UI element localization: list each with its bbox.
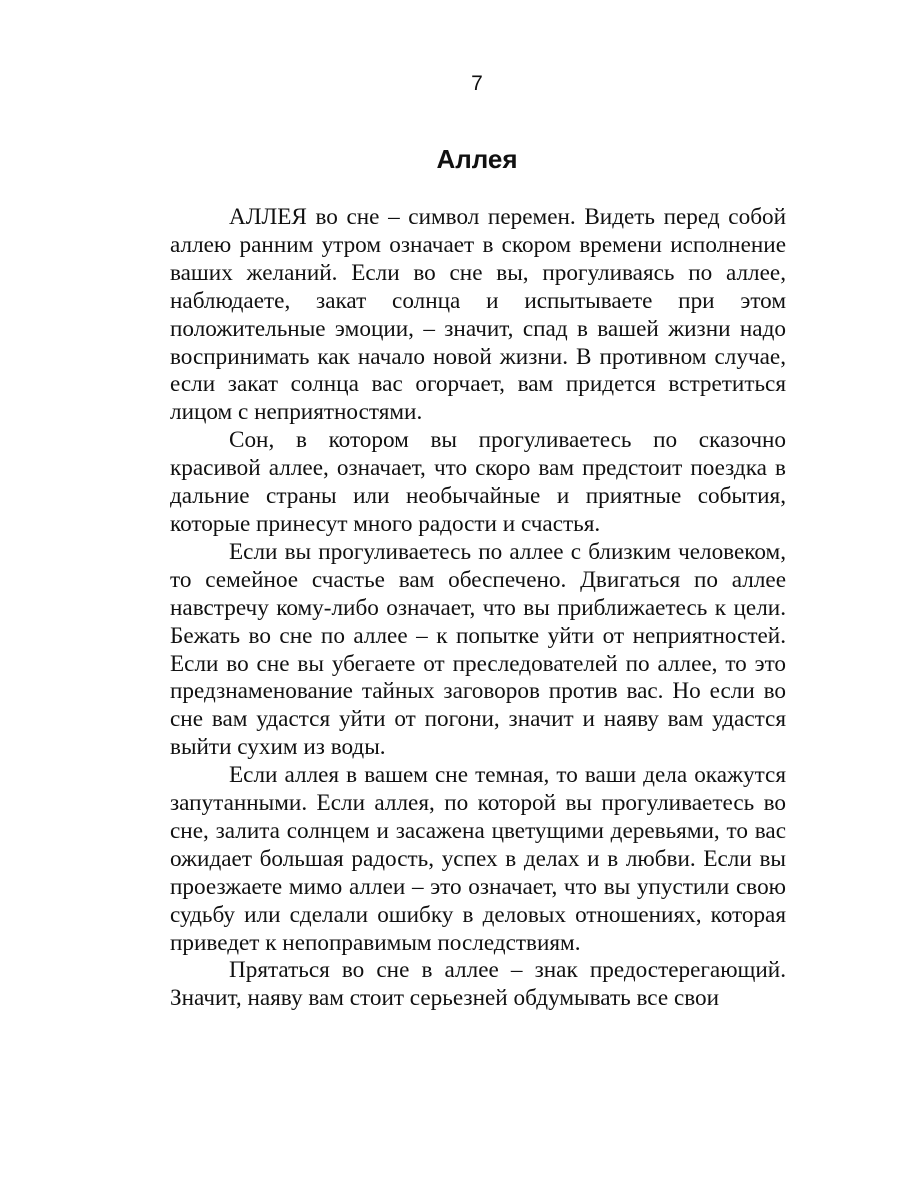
paragraph: Если аллея в вашем сне темная, то ваши дела окажутся запутанными. Если аллея, по которой вы прогуливаетесь во сне, залита солнцем и засажена цветущими деревьями, то вас ожидает большая радость, успех в делах и в любви. Если вы проезжаете мимо аллеи – это означает, что вы упустили свою судьбу или сделали ошибку в деловых отношениях, которая приведет к непоправимым последствиям.	[170, 762, 786, 956]
paragraph: Сон, в котором вы прогуливаетесь по сказочно красивой аллее, означает, что скоро вам предстоит поездка в дальние страны или необычайные и приятные события, которые принесут много радости и счастья.	[170, 427, 786, 537]
paragraph: Прятаться во сне в аллее – знак предостерегающий. Значит, наяву вам стоит серьезней обдумывать все свои	[170, 957, 786, 1012]
paragraph: АЛЛЕЯ во сне – символ перемен. Видеть перед собой аллею ранним утром означает в скором времени исполнение ваших желаний. Если во сне вы, прогуливаясь по аллее, наблюдаете, закат солнца и испытываете при этом положительные эмоции, – значит, спад в вашей жизни надо воспринимать как начало новой жизни. В противном случае, если закат солнца вас огорчает, вам придется встретиться лицом с неприятностями.	[170, 204, 786, 426]
page-number: 7	[471, 72, 483, 95]
chapter-title: Аллея	[436, 144, 518, 174]
paragraph: Если вы прогуливаетесь по аллее с близким человеком, то семейное счастье вам обеспечено. Двигаться по аллее навстречу кому-либо означает, что вы приближаетесь к цели. Бежать во сне по аллее – к попытке уйти от неприятностей. Если во сне вы убегаете от преследователей по аллее, то это предзнаменование тайных заговоров против вас. Но если во сне вам удастся уйти от погони, значит и наяву вам удастся выйти сухим из воды.	[170, 538, 786, 761]
body-text	[170, 204, 786, 1013]
